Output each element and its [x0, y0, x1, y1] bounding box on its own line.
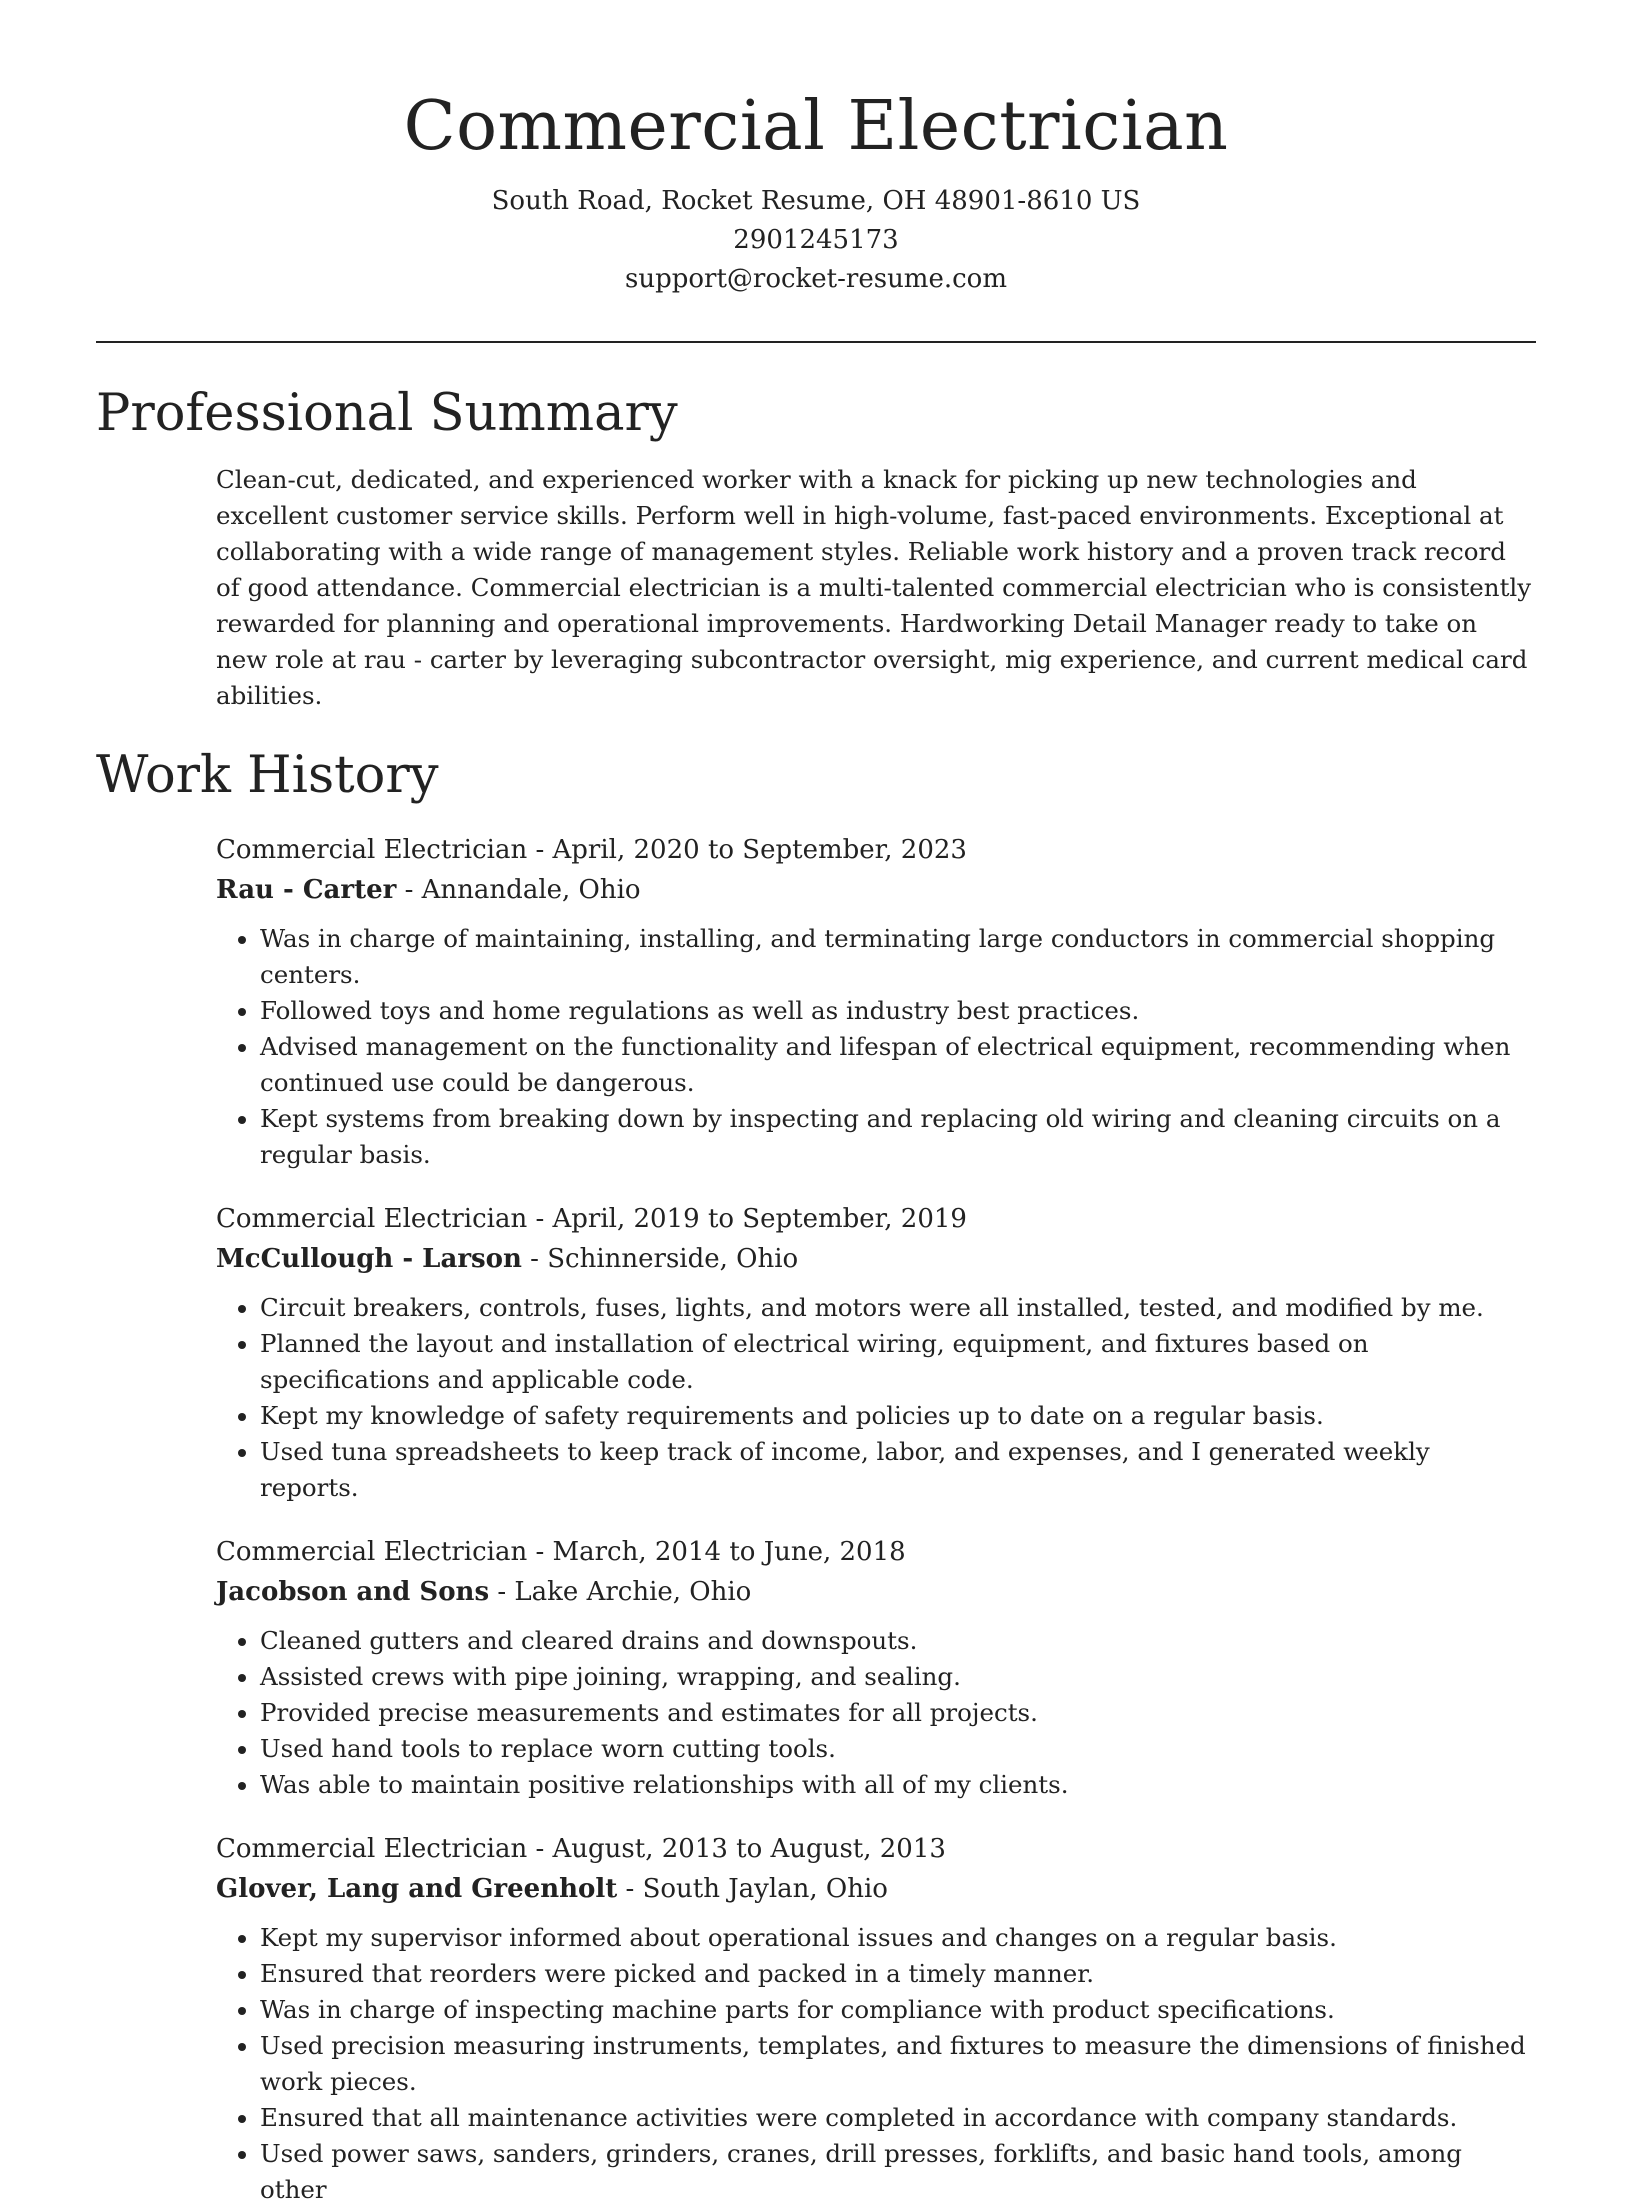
job-entry — [216, 1829, 1536, 2208]
job-company-line — [216, 1572, 1536, 1612]
header-divider — [96, 341, 1536, 343]
job-bullet: • Used hand tools to replace worn cutting tools. — [260, 1731, 1536, 1767]
job-bullets — [216, 1623, 1536, 1803]
job-location: - Annandale, Ohio — [396, 875, 641, 905]
job-bullet: • Provided precise measurements and estimates for all projects. — [260, 1695, 1536, 1731]
contact-email: support@rocket-resume.com — [624, 264, 1007, 294]
contact-block — [0, 182, 1632, 299]
job-dates: - April, 2019 to September, 2019 — [527, 1204, 967, 1234]
job-entry — [216, 830, 1536, 1173]
job-company: Jacobson and Sons — [216, 1577, 490, 1607]
work-history-heading: Work History — [96, 746, 439, 805]
resume-content — [96, 378, 1536, 2208]
job-bullet: • Kept my supervisor informed about operational issues and changes on a regular basis. — [260, 1920, 1536, 1956]
contact-address: South Road, Rocket Resume, OH 48901-8610 US — [491, 186, 1141, 216]
job-title-line — [216, 1532, 1536, 1572]
summary-heading: Professional Summary — [96, 384, 678, 443]
job-bullet: • Planned the layout and installation of electrical wiring, equipment, and fixtures based on specifications and applicable code. — [260, 1326, 1536, 1398]
summary-text: Clean-cut, dedicated, and experienced worker with a knack for picking up new technologies and excellent customer service skills. Perform well in high-volume, fast-paced environments. Exceptional at collaborating with a wide range of management styles. Reliable work history and a proven track record of good attendance. Commercial electrician is a multi-talented commercial electrician who is consistently rewarded for planning and operational improvements. Hardworking Detail Manager ready to take on new role at rau - carter by leveraging subcontractor oversight, mig experience, and current medical card abilities. — [216, 465, 1532, 710]
job-bullet: • Followed toys and home regulations as well as industry best practices. — [260, 993, 1536, 1029]
contact-phone: 2901245173 — [733, 225, 899, 255]
job-company: McCullough - Larson — [216, 1244, 522, 1274]
resume-header — [0, 0, 1632, 299]
job-bullet: • Kept my knowledge of safety requirements and policies up to date on a regular basis. — [260, 1398, 1536, 1434]
job-location: - Lake Archie, Ohio — [489, 1577, 752, 1607]
job-company: Glover, Lang and Greenholt — [216, 1874, 618, 1904]
job-bullet: • Ensured that all maintenance activities were completed in accordance with company standards. — [260, 2100, 1536, 2136]
job-bullet: • Kept systems from breaking down by inspecting and replacing old wiring and cleaning circuits on a regular basis. — [260, 1101, 1536, 1173]
job-company: Rau - Carter — [216, 875, 397, 905]
job-company-line — [216, 1239, 1536, 1279]
job-entry — [216, 1199, 1536, 1506]
job-bullet: • Cleaned gutters and cleared drains and downspouts. — [260, 1623, 1536, 1659]
job-title: Commercial Electrician — [216, 1834, 528, 1864]
job-dates: - March, 2014 to June, 2018 — [527, 1537, 906, 1567]
job-bullet: • Used precision measuring instruments, templates, and fixtures to measure the dimensions of finished work pieces. — [260, 2028, 1536, 2100]
job-bullet: • Circuit breakers, controls, fuses, lights, and motors were all installed, tested, and modified by me. — [260, 1290, 1536, 1326]
job-title: Commercial Electrician — [216, 1204, 528, 1234]
job-bullet: • Advised management on the functionality and lifespan of electrical equipment, recommending when continued use could be dangerous. — [260, 1029, 1536, 1101]
job-location: - Schinnerside, Ohio — [521, 1244, 799, 1274]
job-title-line — [216, 830, 1536, 870]
job-dates: - April, 2020 to September, 2023 — [527, 835, 967, 865]
job-title: Commercial Electrician — [216, 1537, 528, 1567]
job-entry — [216, 1532, 1536, 1803]
job-dates: - August, 2013 to August, 2013 — [527, 1834, 946, 1864]
job-location: - South Jaylan, Ohio — [617, 1874, 888, 1904]
job-bullet: • Was in charge of maintaining, installing, and terminating large conductors in commercial shopping centers. — [260, 921, 1536, 993]
job-bullets — [216, 921, 1536, 1173]
job-bullet: • Used power saws, sanders, grinders, cranes, drill presses, forklifts, and basic hand tools, among other — [260, 2136, 1536, 2208]
job-bullet: • Used tuna spreadsheets to keep track of income, labor, and expenses, and I generated weekly reports. — [260, 1434, 1536, 1506]
job-bullet: • Was able to maintain positive relationships with all of my clients. — [260, 1767, 1536, 1803]
resume-name: Commercial Electrician — [403, 87, 1229, 166]
job-company-line — [216, 870, 1536, 910]
job-bullet: • Assisted crews with pipe joining, wrapping, and sealing. — [260, 1659, 1536, 1695]
job-bullet: • Ensured that reorders were picked and packed in a timely manner. — [260, 1956, 1536, 1992]
job-bullet: • Was in charge of inspecting machine parts for compliance with product specifications. — [260, 1992, 1536, 2028]
job-title: Commercial Electrician — [216, 835, 528, 865]
job-bullets — [216, 1920, 1536, 2208]
job-bullets — [216, 1290, 1536, 1506]
job-title-line — [216, 1829, 1536, 1869]
job-company-line — [216, 1869, 1536, 1909]
job-title-line — [216, 1199, 1536, 1239]
